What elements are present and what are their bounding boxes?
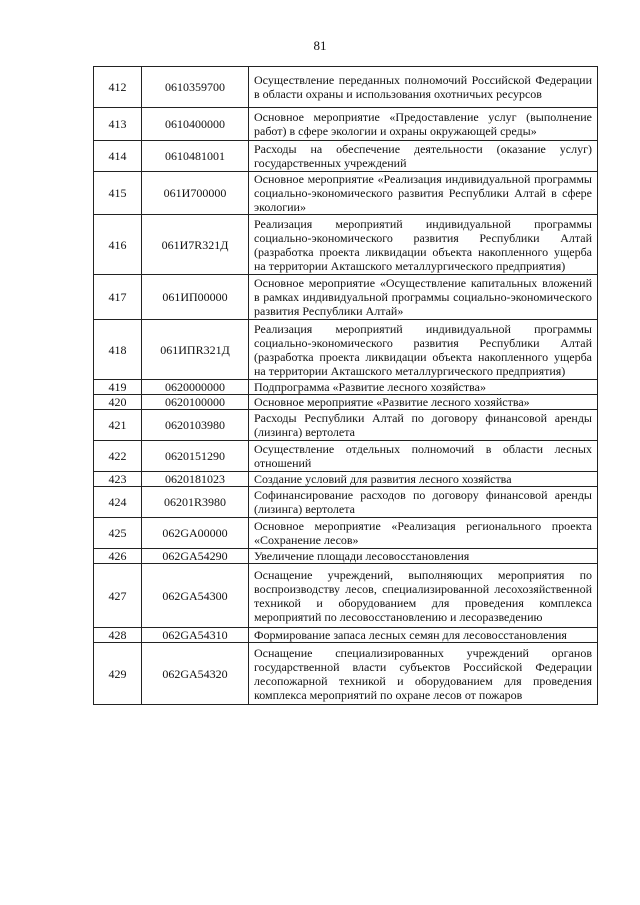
row-description-cell: Реализация мероприятий индивидуальной программы социально-экономического развития Республики Алтай (разработка проекта ликвидации объекта накопленного ущерба на территории Акташского металлургического предприятия) [249, 215, 598, 275]
table-row [94, 643, 598, 705]
table-body [94, 67, 598, 705]
row-code-cell: 061И7R321Д [142, 215, 249, 275]
row-code-cell: 0610481001 [142, 141, 249, 172]
row-code-cell: 0620000000 [142, 380, 249, 395]
row-code-cell: 061И700000 [142, 172, 249, 215]
row-description-cell: Осуществление отдельных полномочий в области лесных отношений [249, 441, 598, 472]
table-row [94, 487, 598, 518]
row-number-cell: 427 [94, 564, 142, 628]
table-row [94, 215, 598, 275]
table-row [94, 549, 598, 564]
row-description-cell: Расходы Республики Алтай по договору финансовой аренды (лизинга) вертолета [249, 410, 598, 441]
row-code-cell: 062GA54300 [142, 564, 249, 628]
row-description-cell: Основное мероприятие «Реализация регионального проекта «Сохранение лесов» [249, 518, 598, 549]
row-number-cell: 417 [94, 275, 142, 320]
table-row [94, 518, 598, 549]
table-row [94, 380, 598, 395]
row-code-cell: 061ИПR321Д [142, 320, 249, 380]
row-description-cell: Основное мероприятие «Предоставление услуг (выполнение работ) в сфере экологии и охраны окружающей среды» [249, 108, 598, 141]
budget-codes-table [93, 66, 598, 705]
row-number-cell: 413 [94, 108, 142, 141]
row-code-cell: 061ИП00000 [142, 275, 249, 320]
row-number-cell: 423 [94, 472, 142, 487]
table-row [94, 441, 598, 472]
table-row [94, 410, 598, 441]
row-description-cell: Основное мероприятие «Осуществление капитальных вложений в рамках индивидуальной программы социально-экономического развития Республики Алтай» [249, 275, 598, 320]
row-code-cell: 062GA54290 [142, 549, 249, 564]
row-code-cell: 06201R3980 [142, 487, 249, 518]
row-description-cell: Реализация мероприятий индивидуальной программы социально-экономического развития Республики Алтай (разработка проекта ликвидации объекта накопленного ущерба на территории Акташского металлургического предприятия) [249, 320, 598, 380]
row-code-cell: 0620100000 [142, 395, 249, 410]
row-code-cell: 0620181023 [142, 472, 249, 487]
row-description-cell: Основное мероприятие «Развитие лесного хозяйства» [249, 395, 598, 410]
row-code-cell: 062GA54310 [142, 628, 249, 643]
row-description-cell: Увеличение площади лесовосстановления [249, 549, 598, 564]
table-row [94, 628, 598, 643]
row-number-cell: 419 [94, 380, 142, 395]
row-description-cell: Формирование запаса лесных семян для лесовосстановления [249, 628, 598, 643]
table-row [94, 395, 598, 410]
row-code-cell: 0620151290 [142, 441, 249, 472]
table-row [94, 472, 598, 487]
table-row [94, 564, 598, 628]
row-description-cell: Создание условий для развития лесного хозяйства [249, 472, 598, 487]
row-description-cell: Софинансирование расходов по договору финансовой аренды (лизинга) вертолета [249, 487, 598, 518]
table-row [94, 320, 598, 380]
table-row [94, 275, 598, 320]
row-number-cell: 426 [94, 549, 142, 564]
row-description-cell: Расходы на обеспечение деятельности (оказание услуг) государственных учреждений [249, 141, 598, 172]
row-description-cell: Основное мероприятие «Реализация индивидуальной программы социально-экономического развития Республики Алтай в сфере экологии» [249, 172, 598, 215]
row-number-cell: 421 [94, 410, 142, 441]
row-number-cell: 425 [94, 518, 142, 549]
page-number: 81 [313, 38, 327, 53]
row-description-cell: Подпрограмма «Развитие лесного хозяйства» [249, 380, 598, 395]
row-number-cell: 424 [94, 487, 142, 518]
row-number-cell: 414 [94, 141, 142, 172]
row-number-cell: 416 [94, 215, 142, 275]
row-description-cell: Оснащение специализированных учреждений органов государственной власти субъектов Российской Федерации лесопожарной техникой и оборудованием для проведения комплекса мероприятий по охране лесов от пожаров [249, 643, 598, 705]
row-number-cell: 420 [94, 395, 142, 410]
row-number-cell: 415 [94, 172, 142, 215]
row-code-cell: 0610359700 [142, 67, 249, 108]
table-row [94, 108, 598, 141]
row-code-cell: 062GA00000 [142, 518, 249, 549]
row-code-cell: 062GA54320 [142, 643, 249, 705]
row-number-cell: 429 [94, 643, 142, 705]
row-description-cell: Оснащение учреждений, выполняющих мероприятия по воспроизводству лесов, специализированной лесохозяйственной техникой и оборудованием для проведения комплекса мероприятий по лесовосстановлению и лесоразведению [249, 564, 598, 628]
row-number-cell: 412 [94, 67, 142, 108]
row-number-cell: 418 [94, 320, 142, 380]
row-code-cell: 0610400000 [142, 108, 249, 141]
table-row [94, 172, 598, 215]
row-number-cell: 428 [94, 628, 142, 643]
row-code-cell: 0620103980 [142, 410, 249, 441]
row-description-cell: Осуществление переданных полномочий Российской Федерации в области охраны и использования охотничьих ресурсов [249, 67, 598, 108]
row-number-cell: 422 [94, 441, 142, 472]
table-row [94, 141, 598, 172]
table-row [94, 67, 598, 108]
